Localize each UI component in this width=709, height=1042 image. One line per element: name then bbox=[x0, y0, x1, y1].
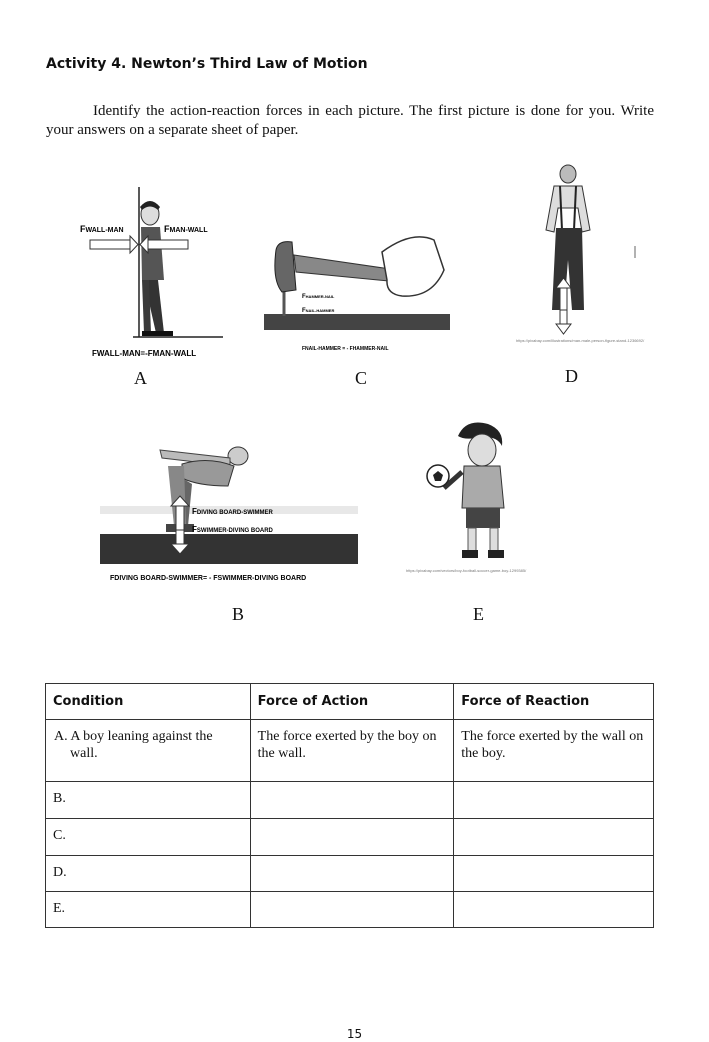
f-wall-man-label: FWALL-MAN bbox=[80, 224, 124, 234]
diving-board bbox=[100, 534, 358, 564]
f-man-wall-label: FMAN-WALL bbox=[164, 224, 208, 234]
figure-letter-c: C bbox=[355, 368, 368, 388]
hand bbox=[382, 237, 444, 296]
f-nail-hammer-label: FNAIL-HAMMER bbox=[302, 308, 335, 314]
header-force-reaction: Force of Reaction bbox=[454, 684, 654, 720]
equation-c: FNAIL-HAMMER = - FHAMMER-NAIL bbox=[302, 346, 389, 352]
reaction-cell[interactable] bbox=[454, 892, 654, 928]
arrow-head-right bbox=[130, 236, 138, 253]
f-hammer-nail-label: FHAMMER-NAIL bbox=[302, 294, 335, 300]
reaction-cell[interactable] bbox=[454, 782, 654, 819]
condition-cell: E. bbox=[46, 892, 251, 928]
arrow-down-d bbox=[560, 310, 567, 324]
source-e: https://pixabay.com/vectors/boy-football-soccer-game-boy-1299385/ bbox=[406, 568, 527, 573]
source-d: https://pixabay.com/illustrations/man-male-person-figure-stand-1236692/ bbox=[516, 338, 645, 343]
f-board-swimmer-label: FDIVING BOARD-SWIMMER bbox=[192, 507, 273, 516]
arrow-man-wall bbox=[148, 240, 188, 249]
figure-e bbox=[404, 416, 554, 592]
figure-b bbox=[98, 436, 360, 584]
equation-b: FDIVING BOARD-SWIMMER= - FSWIMMER-DIVING BOARD bbox=[110, 575, 307, 582]
figure-letter-e: E bbox=[473, 604, 484, 624]
hammer-head bbox=[275, 242, 296, 292]
figure-d bbox=[510, 160, 650, 360]
arrow-down-b bbox=[176, 530, 184, 544]
figure-letter-a: A bbox=[134, 368, 147, 388]
f-swimmer-board-label: FSWIMMER-DIVING BOARD bbox=[192, 525, 273, 534]
equation-a: FWALL-MAN=-FMAN-WALL bbox=[92, 349, 197, 358]
figure-a bbox=[78, 185, 228, 360]
action-cell: The force exerted by the boy on the wall. bbox=[250, 720, 454, 782]
boy-figure-e bbox=[444, 423, 504, 559]
answer-table bbox=[45, 683, 654, 928]
action-cell[interactable] bbox=[250, 782, 454, 819]
reaction-cell[interactable] bbox=[454, 856, 654, 892]
table-row bbox=[46, 819, 654, 856]
arrow-wall-man bbox=[90, 240, 130, 249]
action-cell[interactable] bbox=[250, 819, 454, 856]
condition-cell: B. bbox=[46, 782, 251, 819]
condition-cell: D. bbox=[46, 856, 251, 892]
boy-figure-a bbox=[140, 201, 173, 336]
instructions: Identify the action-reaction forces in each picture. The first picture is done for you. Write your answers on a separate sheet of paper. bbox=[46, 103, 654, 138]
table-row bbox=[46, 856, 654, 892]
table-row bbox=[46, 892, 654, 928]
swimmer-figure bbox=[160, 447, 248, 532]
table-row bbox=[46, 782, 654, 819]
condition-cell: C. bbox=[46, 819, 251, 856]
activity-title: Activity 4. Newton’s Third Law of Motion bbox=[46, 56, 368, 72]
figure-c bbox=[262, 210, 452, 360]
header-condition: Condition bbox=[46, 684, 251, 720]
figure-letter-d: D bbox=[565, 366, 578, 386]
arrow-up-b bbox=[176, 506, 184, 530]
wood-board bbox=[264, 314, 450, 330]
action-cell[interactable] bbox=[250, 856, 454, 892]
page-number: 15 bbox=[346, 1027, 363, 1041]
condition-cell: A. A boy leaning against the wall. bbox=[46, 720, 251, 782]
reaction-cell: The force exerted by the wall on the boy. bbox=[454, 720, 654, 782]
figure-letter-b: B bbox=[232, 604, 245, 624]
table-header-row bbox=[46, 684, 654, 720]
arrow-up-d bbox=[560, 288, 567, 310]
table-row bbox=[46, 720, 654, 782]
reaction-cell[interactable] bbox=[454, 819, 654, 856]
header-force-action: Force of Action bbox=[250, 684, 454, 720]
action-cell[interactable] bbox=[250, 892, 454, 928]
